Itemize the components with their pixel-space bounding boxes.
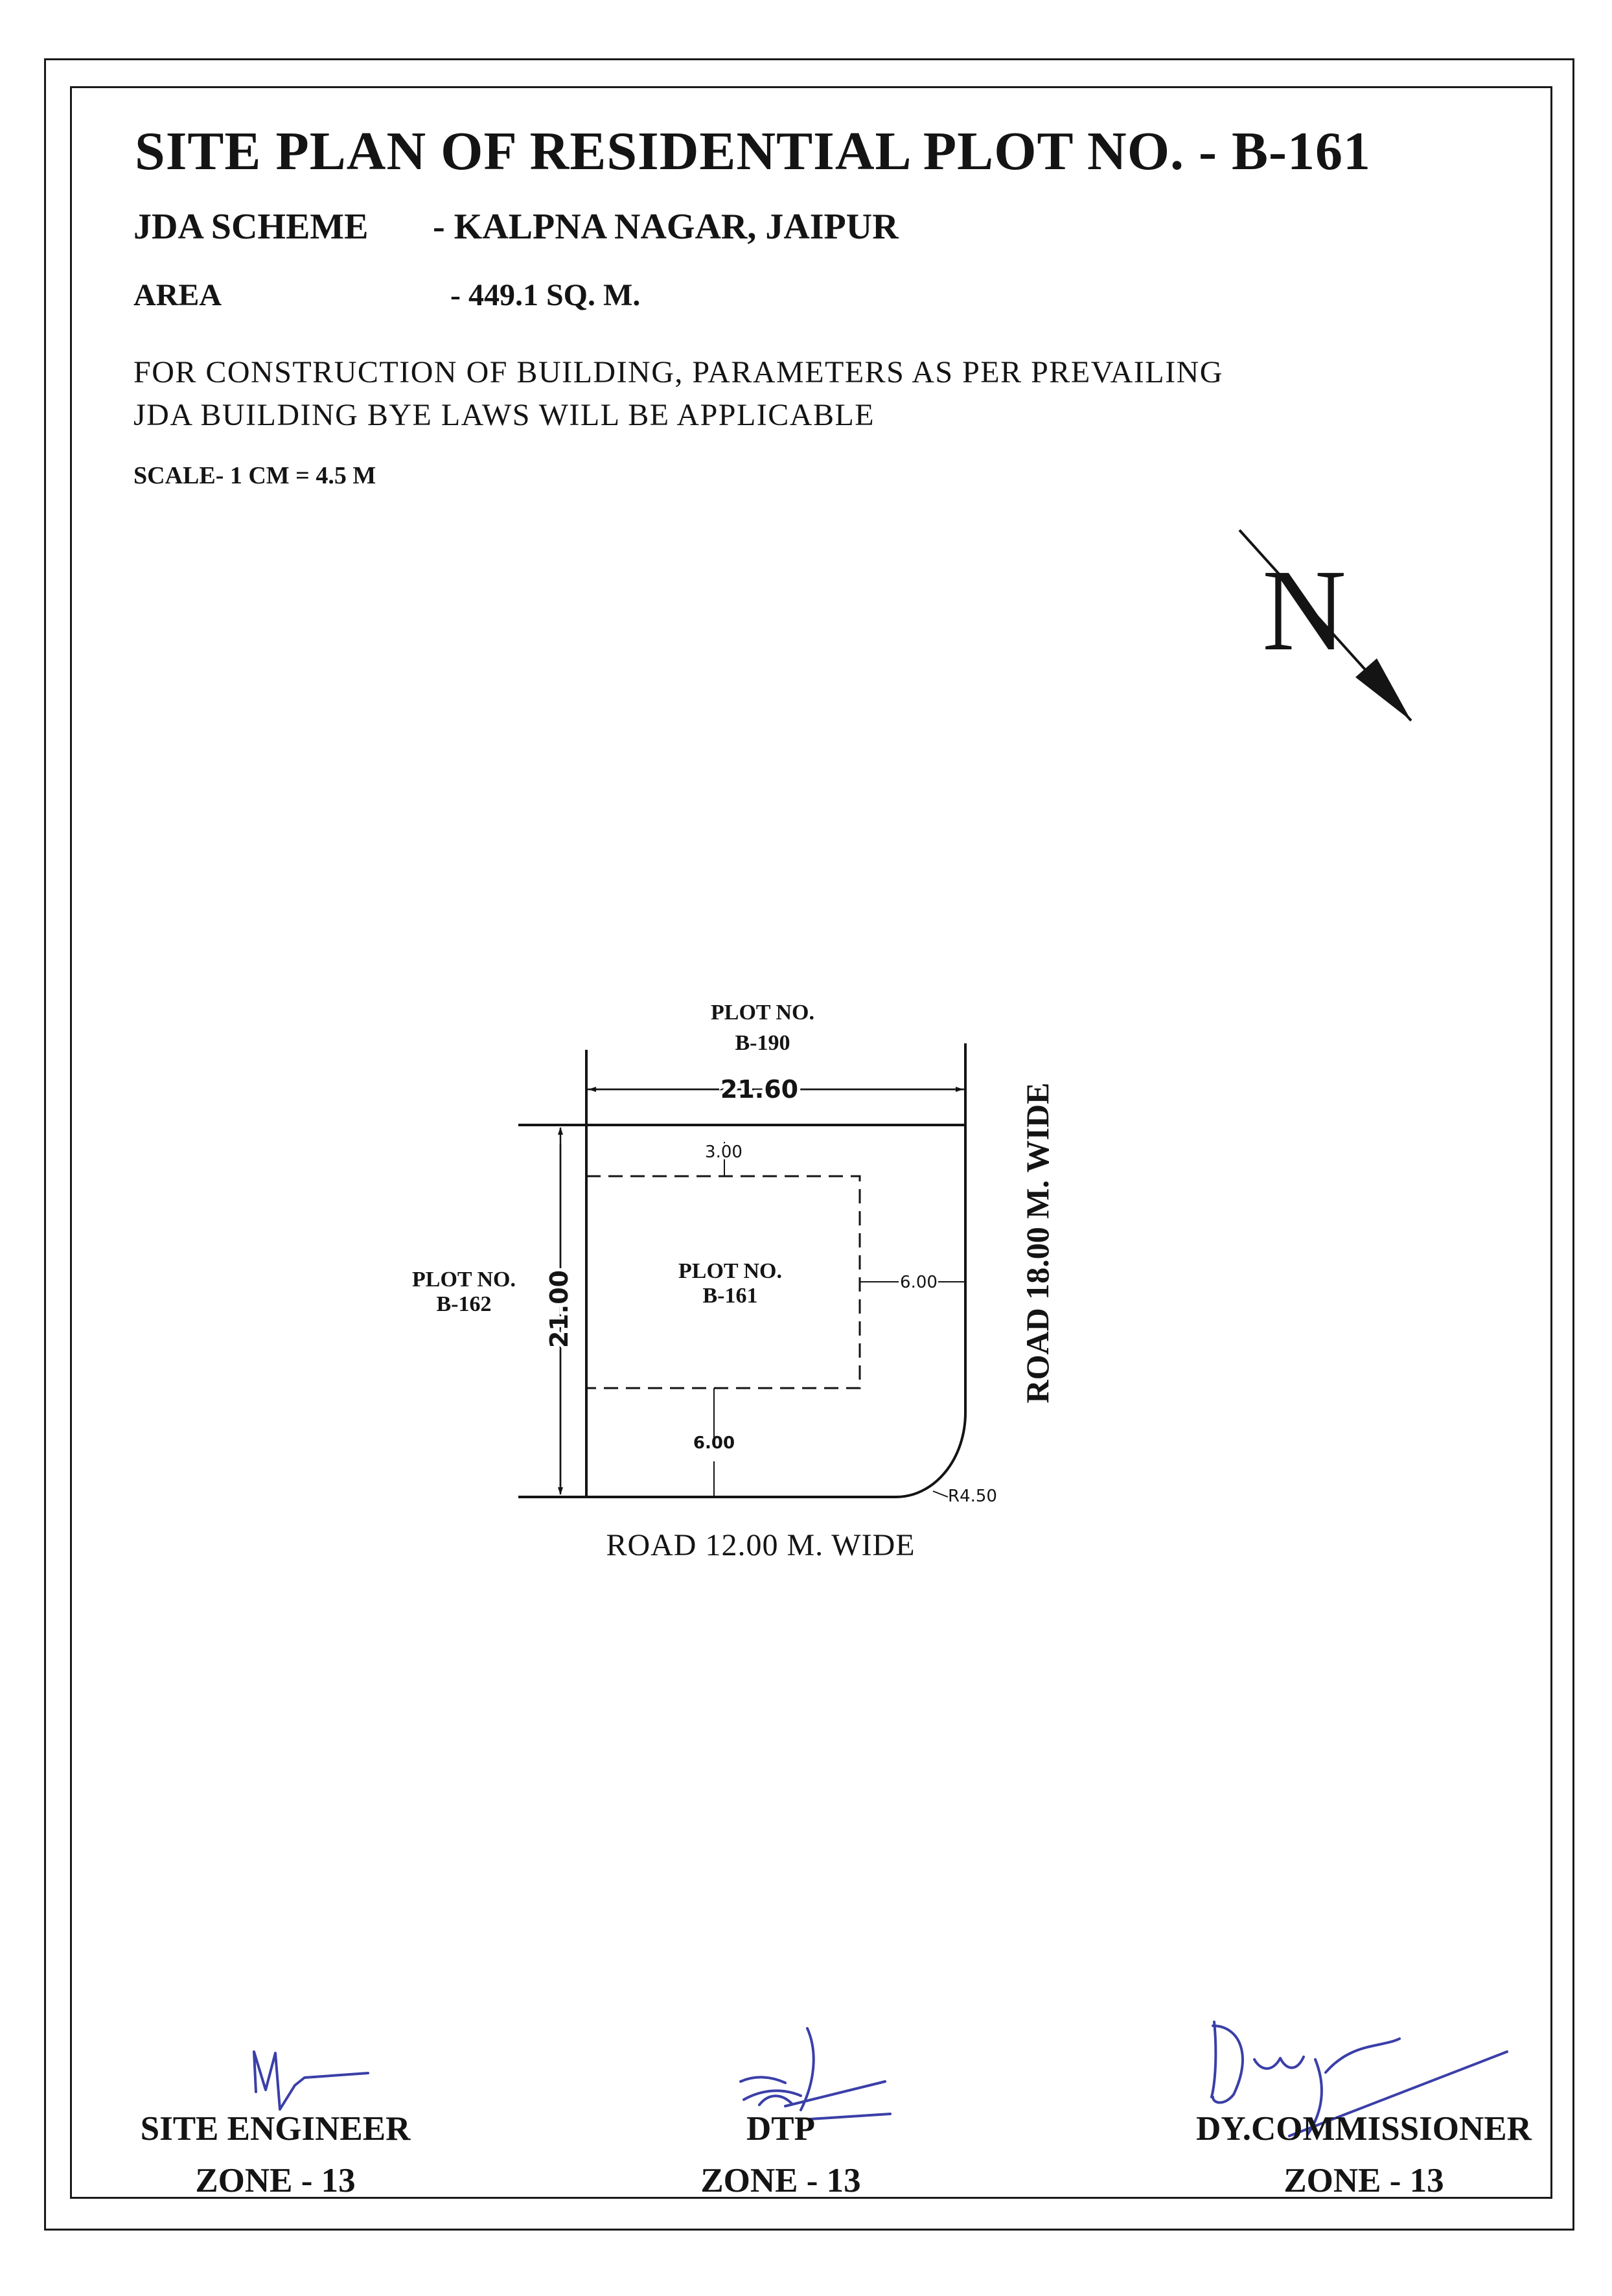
signatory-zone: ZONE - 13 (195, 2162, 356, 2199)
plot-label-1: PLOT NO. (678, 1259, 782, 1283)
north-label: N (1262, 546, 1346, 675)
bye-law-note-line1: FOR CONSTRUCTION OF BUILDING, PARAMETERS AS PER PREVAILING (133, 355, 1223, 389)
north-arrow-icon (1239, 530, 1411, 721)
left-neighbor-label-2: B-162 (436, 1292, 492, 1316)
front-setback-label: 3.00 (705, 1142, 743, 1162)
signatory-zone: ZONE - 13 (1284, 2162, 1444, 2199)
scale-note: SCALE- 1 CM = 4.5 M (133, 462, 376, 489)
dtp-signature-icon (741, 2028, 890, 2119)
signatory-title: DTP (746, 2110, 815, 2148)
site-engineer-signature-block (123, 2109, 428, 2200)
dtp-signature-block (648, 2109, 914, 2200)
depth-dimension-label: 21.00 (545, 1270, 573, 1349)
scheme-label: JDA SCHEME (133, 207, 369, 247)
scheme-value: - KALPNA NAGAR, JAIPUR (433, 207, 899, 247)
side-setback-label: 6.00 (900, 1273, 938, 1292)
top-neighbor-label-1: PLOT NO. (711, 1001, 814, 1025)
area-label: AREA (133, 278, 222, 312)
road-bottom-label: ROAD 12.00 M. WIDE (606, 1528, 915, 1562)
signatory-title: SITE ENGINEER (140, 2110, 411, 2148)
page-title: SITE PLAN OF RESIDENTIAL PLOT NO. - B-161 (135, 121, 1372, 181)
plot-corner-arc (896, 1413, 965, 1497)
site-engineer-signature-icon (254, 2052, 368, 2109)
area-value: - 449.1 SQ. M. (450, 278, 641, 312)
dy-commissioner-signature-block (1153, 2109, 1574, 2200)
top-neighbor-label-2: B-190 (735, 1031, 790, 1055)
plot-label-2: B-161 (702, 1284, 758, 1308)
corner-radius-label: R4.50 (948, 1487, 997, 1506)
signatory-title: DY.COMMISSIONER (1196, 2110, 1532, 2148)
width-dimension-label: 21.60 (720, 1075, 799, 1104)
rear-setback-label: 6.00 (693, 1433, 735, 1453)
radius-leader (933, 1491, 948, 1497)
left-neighbor-label-1: PLOT NO. (412, 1268, 516, 1292)
road-right-label: ROAD 18.00 M. WIDE (1019, 1082, 1055, 1404)
signatory-zone: ZONE - 13 (700, 2162, 861, 2199)
bye-law-note-line2: JDA BUILDING BYE LAWS WILL BE APPLICABLE (133, 398, 875, 432)
